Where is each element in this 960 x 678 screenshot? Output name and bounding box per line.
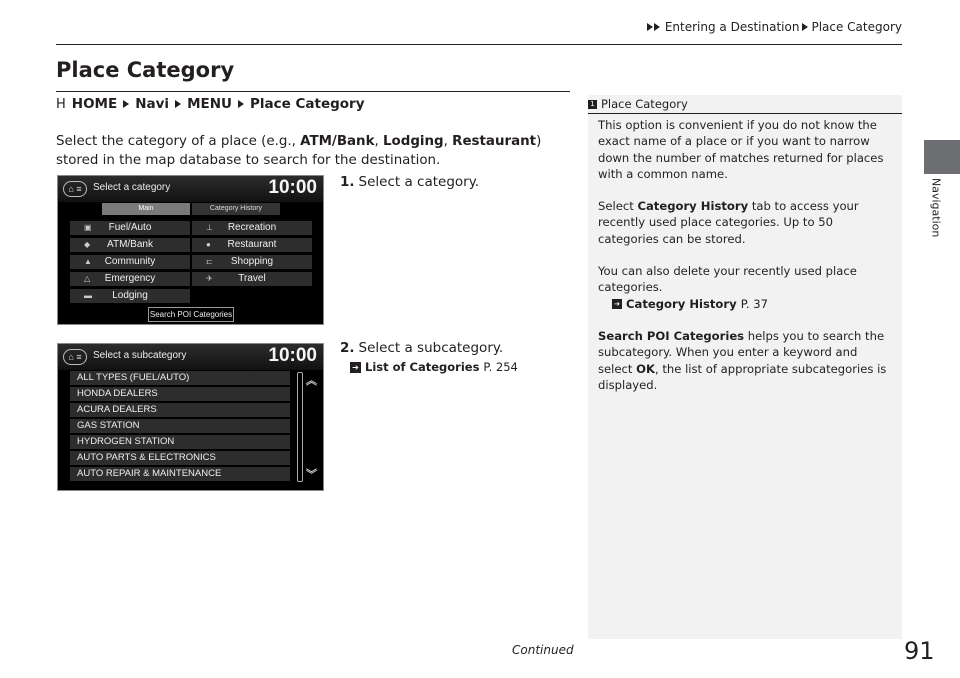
community-icon: ▲ [84,257,92,266]
note-panel [588,95,902,639]
example-lodging: Lodging [383,134,444,149]
breadcrumb-item-section[interactable]: Entering a Destination [664,20,800,34]
page-title: Place Category [56,58,235,82]
nav-path-home: HOME [71,96,118,112]
tab-category-history[interactable]: Category History [192,203,280,215]
category-fuel-auto-button[interactable]: ▣ Fuel/Auto [70,221,190,235]
fuel-icon: ▣ [84,223,92,232]
tab-main[interactable]: Main [102,203,190,215]
subcategory-item[interactable]: HONDA DEALERS [70,387,290,401]
scrollbar[interactable] [297,372,303,482]
note-body [598,117,894,409]
breadcrumb-arrow-icon [647,23,660,31]
subcategory-item[interactable]: AUTO REPAIR & MAINTENANCE [70,467,290,481]
clock: 10:00 [268,177,317,198]
home-back-icon[interactable]: ⌂ ≡ [63,181,87,197]
subcategory-item[interactable]: GAS STATION [70,419,290,433]
page-number: 91 [904,637,935,665]
category-emergency-button[interactable]: △ Emergency [70,272,190,286]
reference-arrow-icon: ➔ [350,362,361,373]
side-tab-marker [924,140,960,174]
emergency-icon: △ [84,274,91,283]
subcategory-item[interactable]: HYDROGEN STATION [70,435,290,449]
nav-path-item: Place Category [249,96,365,112]
category-atm-bank-button[interactable]: ◆ ATM/Bank [70,238,190,252]
screen-tabs [102,203,280,215]
category-travel-button[interactable]: ✈ Travel [192,272,312,286]
category-history-ref[interactable]: ➔ Category History P. 37 [598,296,894,312]
subcategory-item[interactable]: ALL TYPES (FUEL/AUTO) [70,371,290,385]
home-back-icon[interactable]: ⌂ ≡ [63,349,87,365]
travel-plane-icon: ✈ [206,274,213,283]
screen-title: Select a subcategory [93,350,187,361]
title-rule [56,91,570,92]
nav-path-item: Navi [135,96,170,112]
screen-header [58,176,323,202]
screen-title: Select a category [93,182,171,193]
breadcrumb-arrow-icon [802,23,808,31]
header-rule [56,44,902,45]
breadcrumb-item-page[interactable]: Place Category [811,20,902,34]
continued-label: Continued [512,643,574,657]
scroll-down-icon[interactable]: ︾ [306,469,317,481]
home-icon: H [56,96,66,112]
category-lodging-button[interactable]: ▬ Lodging [70,289,190,303]
note-rule [588,113,902,114]
list-of-categories-ref[interactable]: ➔ List of Categories P. 254 [350,360,518,374]
nav-arrow-icon [123,100,129,108]
recreation-icon: ⊥ [206,223,213,232]
bank-icon: ◆ [84,240,91,249]
note-paragraph: You can also delete your recently used place categories. ➔ Category History P. 37 [598,263,894,312]
note-heading: 1 Place Category [588,97,688,111]
example-restaurant: Restaurant [452,134,537,149]
category-shopping-button[interactable]: ⊏ Shopping [192,255,312,269]
screen-header [58,344,323,370]
scroll-up-icon[interactable]: ︽ [306,375,317,387]
category-restaurant-button[interactable]: ● Restaurant [192,238,312,252]
subcategory-screen [57,343,324,491]
search-poi-categories-button[interactable]: Search POI Categories [148,307,234,322]
nav-arrow-icon [175,100,181,108]
subcategory-item[interactable]: ACURA DEALERS [70,403,290,417]
nav-path-item: MENU [187,96,232,112]
restaurant-icon: ● [206,240,211,249]
breadcrumb [647,20,902,34]
category-recreation-button[interactable]: ⊥ Recreation [192,221,312,235]
clock: 10:00 [268,345,317,366]
note-paragraph: Search POI Categories helps you to search the subcategory. When you enter a keyword and select OK, the list of appropriate subcategories is displayed. [598,328,887,392]
category-community-button[interactable]: ▲ Community [70,255,190,269]
shopping-cart-icon: ⊏ [206,257,213,266]
nav-arrow-icon [238,100,244,108]
note-paragraph: Select Category History tab to access your recently used place categories. Up to 50 categories can be stored. [598,199,859,246]
reference-arrow-icon: ➔ [612,299,622,309]
example-atm: ATM/Bank [300,134,375,149]
note-marker-icon: 1 [588,100,597,109]
step-2: 2. Select a subcategory. [340,340,504,356]
side-tab-label: Navigation [929,178,943,238]
nav-path [56,96,365,112]
note-paragraph: This option is convenient if you do not know the exact name of a place or if you want to narrow down the number of matches returned for places with a common name. [598,118,884,181]
step-1: 1. Select a category. [340,174,480,190]
subcategory-item[interactable]: AUTO PARTS & ELECTRONICS [70,451,290,465]
lodging-icon: ▬ [84,291,92,300]
category-screen [57,175,324,325]
intro-paragraph: Select the category of a place (e.g., ATM/Bank, Lodging, Restaurant) stored in the map database to search for the destination. [56,134,542,168]
